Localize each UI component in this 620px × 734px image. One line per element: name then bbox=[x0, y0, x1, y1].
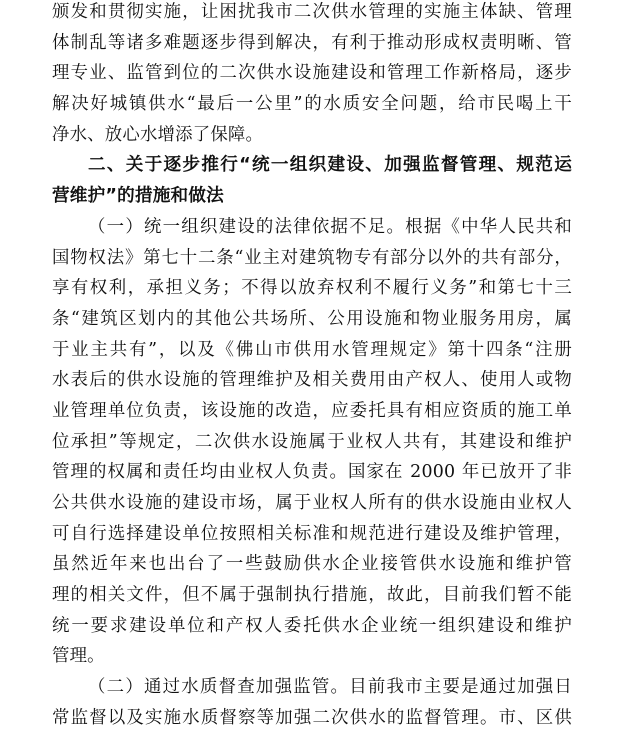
paragraph-line: 颁发和贯彻实施，让困扰我市二次供水管理的实施主体缺、管理 bbox=[52, 2, 572, 22]
paragraph-line: 常监督以及实施水质督察等加强二次供水的监督管理。市、区供 bbox=[52, 707, 572, 728]
paragraph-line: 于业主共有”，以及《佛山市供用水管理规定》第十四条“注册 bbox=[52, 339, 572, 360]
paragraph-line: 享有权利，承担义务；不得以放弃权利不履行义务”和第七十三 bbox=[52, 278, 572, 299]
document-body bbox=[52, 0, 572, 734]
paragraph-line: 虽然近年来也出台了一些鼓励供水企业接管供水设施和维护管 bbox=[52, 554, 572, 575]
section-heading-line: 二、关于逐步推行“统一组织建设、加强监督管理、规范运 bbox=[88, 155, 572, 176]
paragraph-line: （一）统一组织建设的法律依据不足。根据《中华人民共和 bbox=[88, 216, 572, 237]
paragraph-line: 体制乱等诸多难题逐步得到解决，有利于推动形成权责明晰、管 bbox=[52, 32, 572, 53]
paragraph-line: 管理。 bbox=[52, 646, 105, 667]
paragraph-line: 统一要求建设单位和产权人委托供水企业统一组织建设和维护 bbox=[52, 615, 572, 636]
section-heading-line: 营维护”的措施和做法 bbox=[52, 186, 224, 207]
paragraph-line: 解决好城镇供水“最后一公里”的水质安全问题，给市民喝上干 bbox=[52, 94, 572, 115]
paragraph-line: 水表后的供水设施的管理维护及相关费用由产权人、使用人或物 bbox=[52, 370, 572, 391]
paragraph-line: 国物权法》第七十二条“业主对建筑物专有部分以外的共有部分， bbox=[52, 247, 572, 268]
paragraph-line: 业管理单位负责，该设施的改造，应委托具有相应资质的施工单 bbox=[52, 400, 572, 421]
paragraph-line: 可自行选择建设单位按照相关标准和规范进行建设及维护管理， bbox=[52, 523, 572, 544]
paragraph-line: 公共供水设施的建设市场，属于业权人所有的供水设施由业权人 bbox=[52, 493, 572, 513]
paragraph-line: 理的相关文件，但不属于强制执行措施，故此，目前我们暂不能 bbox=[52, 585, 572, 606]
paragraph-line: （二）通过水质督查加强监管。目前我市主要是通过加强日 bbox=[88, 677, 572, 698]
paragraph-line: 管理的权属和责任均由业权人负责。国家在 2000 年已放开了非 bbox=[52, 462, 572, 483]
paragraph-line: 净水、放心水增添了保障。 bbox=[52, 124, 264, 145]
paragraph-line: 条“建筑区划内的其他公共场所、公用设施和物业服务用房，属 bbox=[52, 308, 572, 329]
paragraph-line: 理专业、监管到位的二次供水设施建设和管理工作新格局，逐步 bbox=[52, 63, 572, 84]
paragraph-line: 位承担”等规定，二次供水设施属于业权人共有，其建设和维护 bbox=[52, 431, 572, 452]
